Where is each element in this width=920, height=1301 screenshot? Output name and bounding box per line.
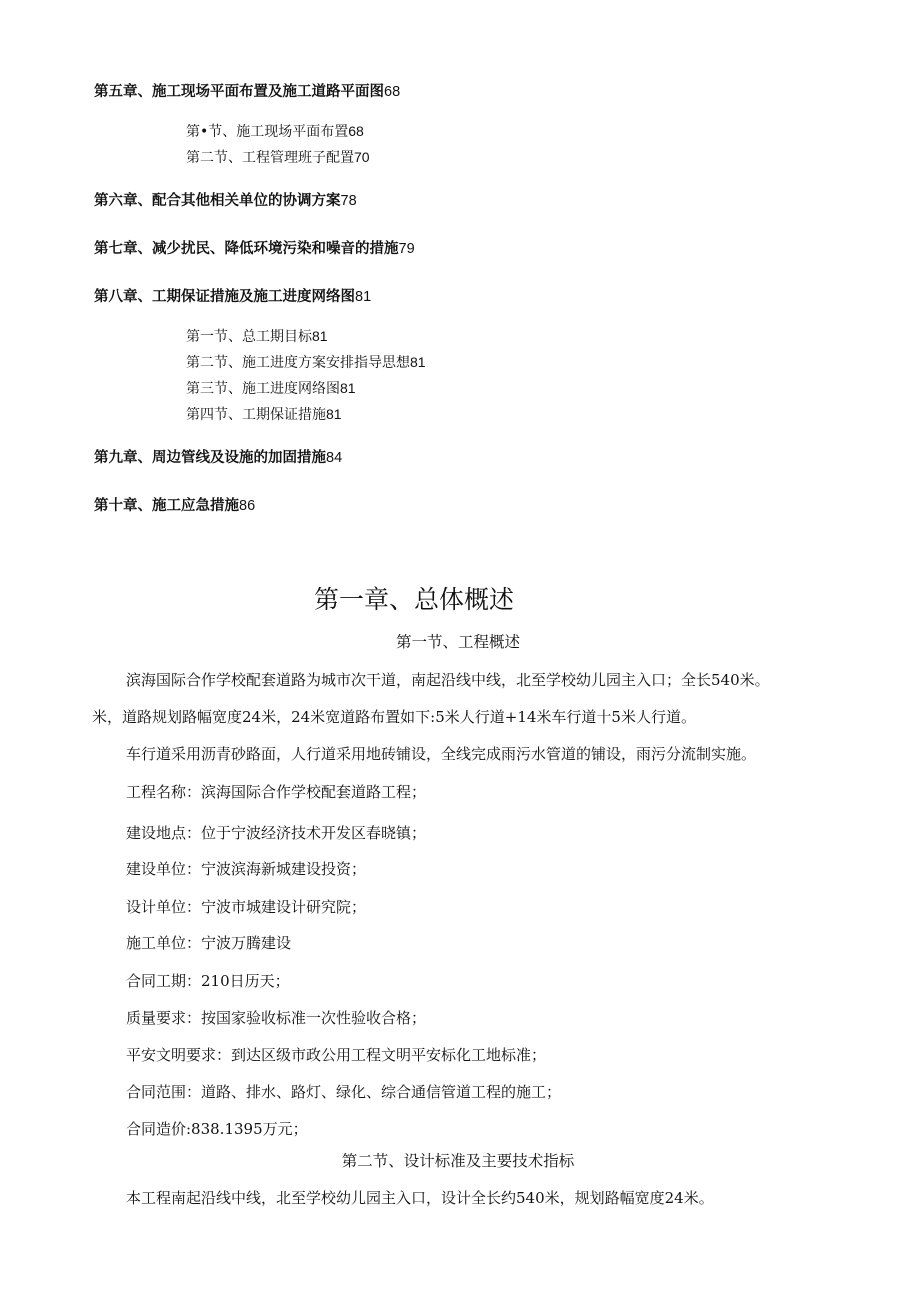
toc-entry-title: 第六章、配合其他相关单位的协调方案 bbox=[94, 193, 341, 209]
builder-field: 施工单位：宁波万腾建设 bbox=[126, 934, 292, 952]
toc-entry-page: 84 bbox=[326, 450, 343, 466]
toc-chapter-6[interactable] bbox=[94, 189, 357, 210]
toc-chapter-5-section-1[interactable] bbox=[186, 121, 364, 141]
quality-field: 质量要求：按国家验收标准一次性验收合格； bbox=[126, 1009, 427, 1027]
price-field: 合同造价:838.1395万元； bbox=[126, 1120, 308, 1138]
toc-entry-page: 81 bbox=[410, 354, 426, 370]
toc-entry-title: 第七章、减少扰民、降低环境污染和噪音的措施 bbox=[94, 241, 399, 257]
toc-chapter-8-section-1[interactable] bbox=[186, 326, 328, 346]
safety-field: 平安文明要求：到达区级市政公用工程文明平安标化工地标准； bbox=[126, 1046, 547, 1064]
toc-entry-page: 79 bbox=[398, 241, 415, 257]
project-location-field: 建设地点：位于宁波经济技术开发区春晓镇； bbox=[126, 824, 427, 842]
toc-entry-title: 第十章、施工应急措施 bbox=[94, 498, 239, 514]
toc-chapter-8-section-2[interactable] bbox=[186, 352, 426, 372]
toc-entry-page: 68 bbox=[384, 84, 401, 100]
toc-entry-page: 86 bbox=[239, 498, 256, 514]
toc-chapter-8-section-4[interactable] bbox=[186, 404, 342, 424]
toc-entry-title: 第四节、工期保证措施 bbox=[186, 407, 326, 423]
toc-entry-page: 81 bbox=[312, 328, 328, 344]
toc-entry-page: 81 bbox=[355, 289, 372, 305]
toc-chapter-5-section-2[interactable] bbox=[186, 147, 370, 167]
duration-field: 合同工期：210日历天； bbox=[126, 972, 290, 990]
toc-entry-title: 第•节、施工现场平面布置 bbox=[186, 124, 349, 140]
designer-field: 设计单位：宁波市城建设计研究院； bbox=[126, 898, 367, 916]
section-title: 第二节、设计标准及主要技术指标 bbox=[341, 1152, 575, 1170]
toc-entry-page: 81 bbox=[340, 380, 356, 396]
toc-chapter-9[interactable] bbox=[94, 446, 342, 467]
paragraph: 车行道采用沥青砂路面，人行道采用地砖铺设，全线完成雨污水管道的铺设，雨污分流制实施。 bbox=[126, 745, 757, 763]
toc-entry-title: 第三节、施工进度网络图 bbox=[186, 381, 340, 397]
toc-entry-title: 第二节、工程管理班子配置 bbox=[186, 150, 354, 166]
toc-entry-title: 第二节、施工进度方案安排指导思想 bbox=[186, 355, 410, 371]
paragraph: 本工程南起沿线中线，北至学校幼儿园主入口，设计全长约540米，规划路幅宽度24米。 bbox=[126, 1189, 714, 1207]
owner-field: 建设单位：宁波滨海新城建设投资； bbox=[126, 860, 367, 878]
paragraph: 滨海国际合作学校配套道路为城市次干道，南起沿线中线，北至学校幼儿园主入口；全长540米。 bbox=[126, 671, 770, 689]
toc-entry-page: 81 bbox=[326, 406, 342, 422]
toc-entry-page: 68 bbox=[348, 123, 364, 139]
chapter-title: 第一章、总体概述 bbox=[313, 585, 514, 614]
toc-entry-page: 70 bbox=[354, 149, 370, 165]
toc-chapter-8[interactable] bbox=[94, 285, 371, 306]
toc-entry-title: 第一节、总工期目标 bbox=[186, 329, 312, 345]
scope-field: 合同范围：道路、排水、路灯、绿化、综合通信管道工程的施工； bbox=[126, 1083, 562, 1101]
project-name-field: 工程名称：滨海国际合作学校配套道路工程； bbox=[126, 783, 427, 801]
section-title: 第一节、工程概述 bbox=[395, 633, 520, 651]
toc-entry-title: 第八章、工期保证措施及施工进度网络图 bbox=[94, 289, 355, 305]
paragraph-continuation: 米，道路规划路幅宽度24米，24米宽道路布置如下:5米人行道+14米车行道十5米人行道。 bbox=[92, 708, 696, 726]
toc-entry-page: 78 bbox=[340, 193, 357, 209]
toc-chapter-5[interactable] bbox=[94, 80, 400, 101]
toc-chapter-7[interactable] bbox=[94, 237, 415, 258]
toc-chapter-8-section-3[interactable] bbox=[186, 378, 356, 398]
toc-entry-title: 第九章、周边管线及设施的加固措施 bbox=[94, 450, 326, 466]
toc-entry-title: 第五章、施工现场平面布置及施工道路平面图 bbox=[94, 84, 384, 100]
toc-chapter-10[interactable] bbox=[94, 494, 255, 515]
